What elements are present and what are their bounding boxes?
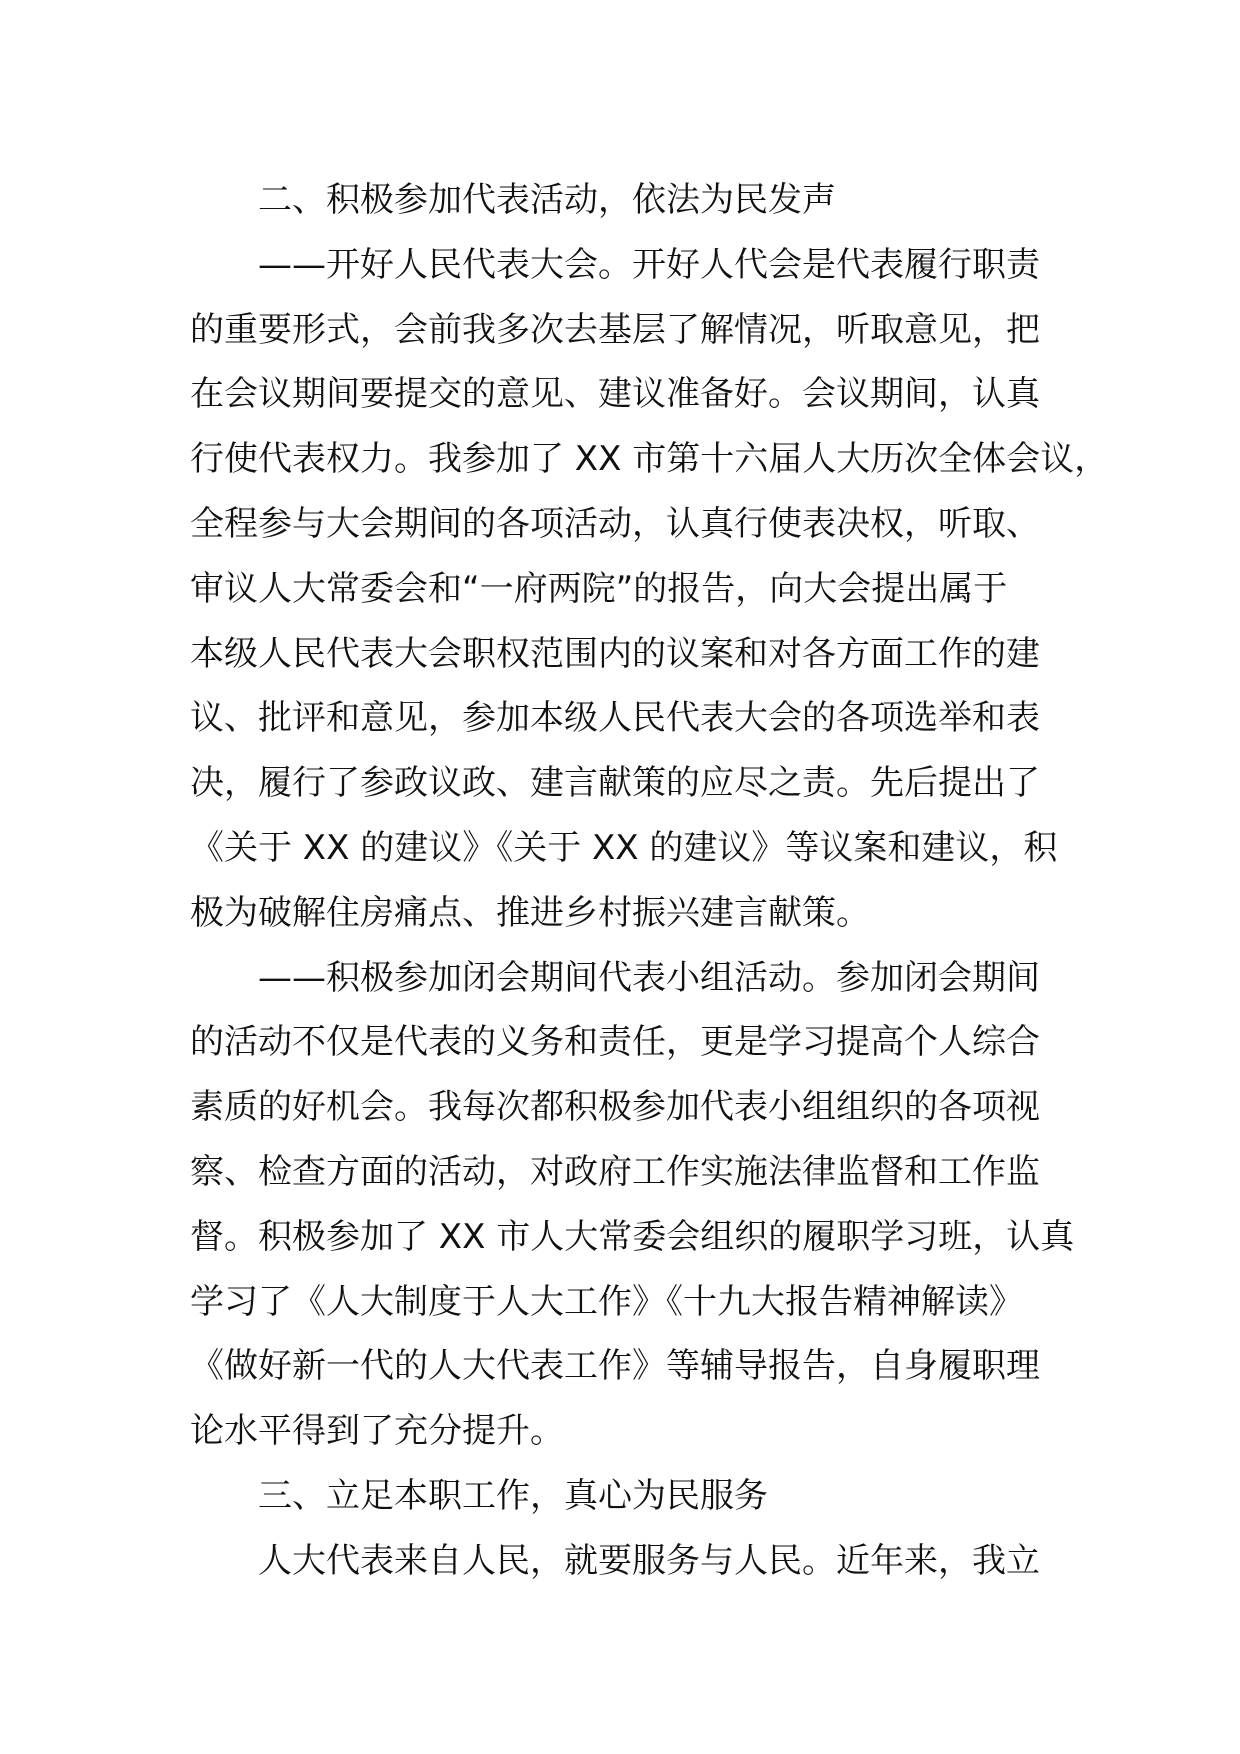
paragraph-line: 本级人民代表大会职权范围内的议案和对各方面工作的建 — [190, 633, 1040, 674]
paragraph-line: 审议人大常委会和“一府两院”的报告，向大会提出属于 — [190, 568, 1008, 609]
paragraph-line: 行使代表权力。我参加了 XX 市第十六届人大历次全体会议， — [190, 439, 1109, 480]
paragraph-line: 全程参与大会期间的各项活动，认真行使表决权，听取、 — [190, 503, 1040, 544]
paragraph-line: 决，履行了参政议政、建言献策的应尽之责。先后提出了 — [190, 763, 1040, 804]
paragraph-line: 素质的好机会。我每次都积极参加代表小组组织的各项视 — [190, 1087, 1040, 1128]
paragraph-line: 在会议期间要提交的意见、建议准备好。会议期间，认真 — [190, 374, 1040, 415]
paragraph-line: ——积极参加闭会期间代表小组活动。参加闭会期间 — [258, 957, 1040, 998]
paragraph-line: 的重要形式，会前我多次去基层了解情况，听取意见，把 — [190, 309, 1040, 350]
paragraph-line: 《做好新一代的人大代表工作》等辅导报告，自身履职理 — [190, 1346, 1040, 1387]
paragraph-line: 人大代表来自人民，就要服务与人民。近年来，我立 — [258, 1540, 1040, 1581]
section-heading-2: 二、积极参加代表活动，依法为民发声 — [258, 180, 836, 220]
paragraph-line: 察、检查方面的活动，对政府工作实施法律监督和工作监 — [190, 1151, 1040, 1192]
body-text — [190, 168, 1109, 1594]
paragraph-line: 《关于 XX 的建议》《关于 XX 的建议》等议案和建议，积 — [190, 827, 1058, 868]
paragraph-line: 的活动不仅是代表的义务和责任，更是学习提高个人综合 — [190, 1022, 1040, 1063]
paragraph-line: 督。积极参加了 XX 市人大常委会组织的履职学习班，认真 — [190, 1216, 1075, 1257]
paragraph-line: 极为破解住房痛点、推进乡村振兴建言献策。 — [190, 892, 870, 933]
paragraph-line: 议、批评和意见，参加本级人民代表大会的各项选举和表 — [190, 698, 1040, 739]
paragraph-line: 学习了《人大制度于人大工作》《十九大报告精神解读》 — [190, 1281, 1023, 1322]
paragraph-line: 论水平得到了充分提升。 — [190, 1411, 564, 1452]
paragraph-line: ——开好人民代表大会。开好人代会是代表履行职责 — [258, 244, 1040, 285]
section-heading-3: 三、立足本职工作，真心为民服务 — [258, 1475, 768, 1516]
